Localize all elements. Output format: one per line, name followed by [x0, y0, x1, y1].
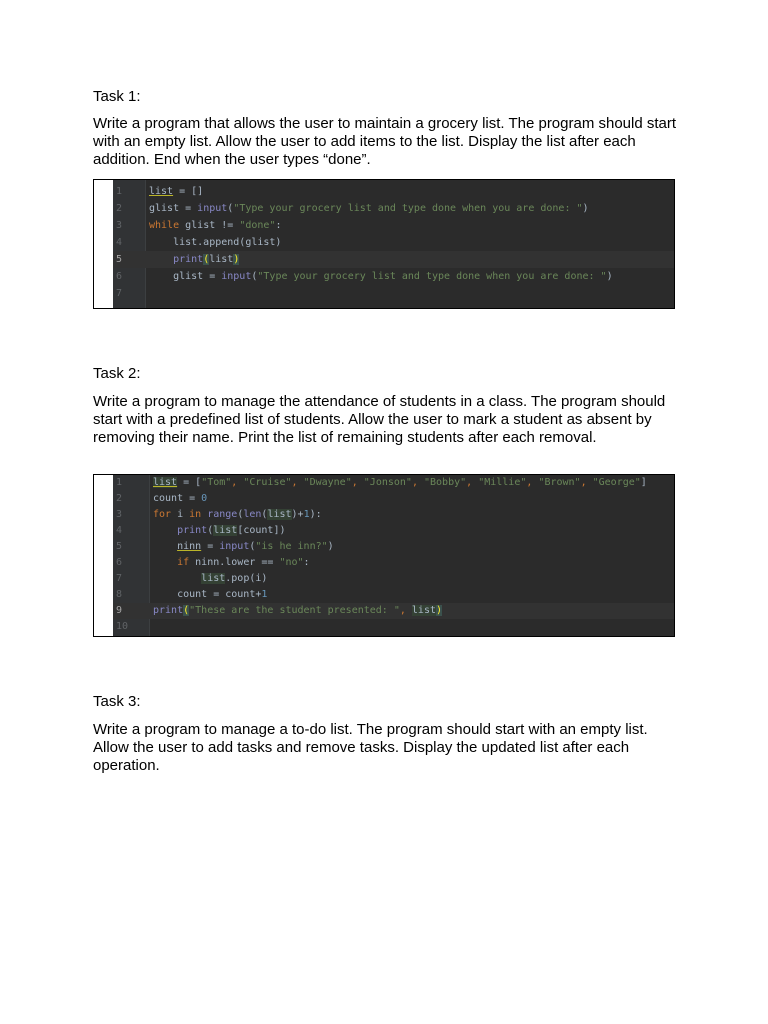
code-text: list = ["Tom", "Cruise", "Dwayne", "Jonson", "Bobby", "Millie", "Brown", "George"]: [153, 477, 647, 488]
line-number: 1: [116, 186, 123, 197]
code-text: for i in range(len(list)+1):: [153, 509, 322, 520]
code-line: [113, 603, 674, 619]
code-text: list.pop(i): [201, 573, 268, 584]
code-line: [113, 251, 674, 268]
code-line: [113, 619, 674, 635]
line-number: 8: [116, 589, 123, 600]
line-number: 10: [116, 621, 129, 632]
code-line: [113, 491, 674, 507]
code-text: print(list): [173, 254, 240, 265]
code-line: [113, 523, 674, 539]
line-number: 6: [116, 557, 123, 568]
task-1-code-screenshot: [93, 179, 675, 309]
code-text: list.append(glist): [149, 237, 282, 248]
code-text: ninn = input("is he inn?"): [177, 541, 334, 552]
line-number: 5: [116, 254, 123, 265]
line-number: 3: [116, 220, 123, 231]
code-text: glist = input("Type your grocery list and type done when you are done: "): [149, 271, 613, 282]
code-line: [113, 217, 674, 234]
code-text: glist = input("Type your grocery list and type done when you are done: "): [149, 203, 589, 214]
code-text: print(list[count]): [177, 525, 286, 536]
line-number: 9: [116, 605, 123, 616]
code-line: [113, 475, 674, 491]
code-text: list = []: [149, 186, 204, 197]
line-number: 7: [116, 573, 123, 584]
code-line: [113, 555, 674, 571]
code-line: [113, 285, 674, 302]
line-number: 1: [116, 477, 123, 488]
line-number: 3: [116, 509, 123, 520]
code-line: [113, 507, 674, 523]
line-number: 2: [116, 493, 123, 504]
code-line: [113, 268, 674, 285]
code-text: count = 0: [153, 493, 208, 504]
code-line: [113, 234, 674, 251]
code-text: print("These are the student presented: ", list): [153, 605, 443, 616]
code-text: if ninn.lower == "no":: [177, 557, 310, 568]
task-2-code-screenshot: [93, 474, 675, 637]
line-number: 4: [116, 237, 123, 248]
task-1-description: Write a program that allows the user to maintain a grocery list. The program should start with an empty list. Allow the user to add items to the list. Display the list after each addition. End when the user types “done”.: [93, 115, 677, 168]
code-text: while glist != "done":: [149, 220, 282, 231]
task-2-description: Write a program to manage the attendance of students in a class. The program should start with a predefined list of students. Allow the user to mark a student as absent by removing their name. Print the list of remaining students after each removal.: [93, 393, 666, 446]
line-number: 6: [116, 271, 123, 282]
code-margin-strip: [94, 180, 113, 308]
line-number: 7: [116, 288, 123, 299]
line-number: 2: [116, 203, 123, 214]
code-line: [113, 200, 674, 217]
task-2-heading: Task 2:: [93, 365, 141, 382]
task-3-heading: Task 3:: [93, 693, 141, 710]
task-1-heading: Task 1:: [93, 88, 141, 105]
code-line: [113, 571, 674, 587]
code-line: [113, 183, 674, 200]
code-text: count = count+1: [153, 589, 268, 600]
line-number: 4: [116, 525, 123, 536]
code-line: [113, 587, 674, 603]
code-line: [113, 539, 674, 555]
task-3-description: Write a program to manage a to-do list. The program should start with an empty list. Allow the user to add tasks and remove tasks. Display the updated list after each operation.: [93, 721, 648, 774]
code-margin-strip: [94, 475, 113, 636]
line-number: 5: [116, 541, 123, 552]
